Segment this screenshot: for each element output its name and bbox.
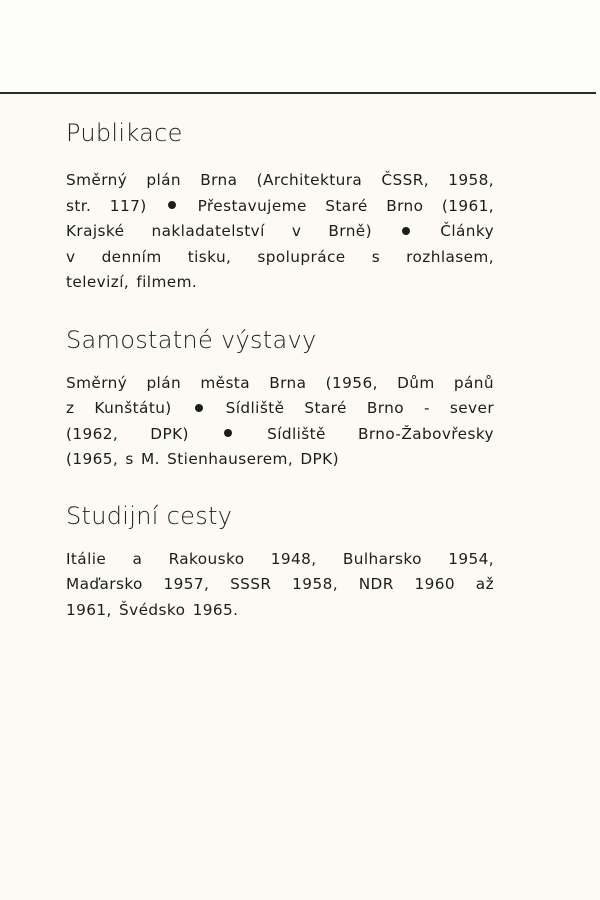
section-body: [66, 168, 494, 296]
horizontal-rule: [0, 92, 596, 94]
bullet-icon: [402, 227, 410, 235]
section-body: [66, 371, 494, 473]
section-body: [66, 547, 494, 624]
text-fragment: Přestavujeme Staré Brno (1961,: [197, 196, 495, 215]
text-line: (1965, s M. Stienhauserem, DPK): [66, 450, 339, 468]
page-content: [66, 112, 494, 623]
section-heading: Samostatné výstavy: [66, 325, 317, 354]
text-fragment: Sídliště Brno-Žabovřesky: [267, 424, 494, 443]
text-line: 1961, Švédsko 1965.: [66, 600, 239, 619]
text-line: [66, 219, 494, 245]
text-fragment: Sídliště Staré Brno - sever: [225, 399, 495, 417]
text-line: [66, 422, 494, 448]
text-line: Maďarsko 1957, SSSR 1958, NDR 1960 až: [66, 575, 494, 593]
top-margin: [0, 0, 600, 93]
text-line: televizí, filmem.: [66, 273, 198, 291]
text-line: [66, 194, 494, 220]
text-line: Itálie a Rakousko 1948, Bulharsko 1954,: [66, 549, 494, 568]
text-fragment: str. 117): [66, 196, 147, 215]
bullet-icon: [195, 404, 203, 412]
section-samostatne-vystavy: [66, 326, 494, 473]
text-line: Směrný plán Brna (Architektura ČSSR, 1958,: [66, 171, 494, 189]
text-line: [66, 396, 494, 422]
section-publikace: [66, 119, 494, 296]
bullet-icon: [168, 201, 176, 209]
text-fragment: Krajské nakladatelství v Brně): [66, 222, 372, 240]
section-heading: Publikace: [66, 119, 183, 147]
section-studijni-cesty: [66, 502, 494, 624]
text-line: Směrný plán města Brna (1956, Dům pánů: [66, 373, 494, 392]
section-heading: Studijní cesty: [66, 501, 233, 530]
text-fragment: (1962, DPK): [66, 424, 189, 443]
text-fragment: Články: [440, 222, 495, 240]
bullet-icon: [224, 429, 232, 437]
text-fragment: z Kunštátu): [66, 399, 172, 417]
text-line: v denním tisku, spolupráce s rozhlasem,: [66, 247, 494, 266]
